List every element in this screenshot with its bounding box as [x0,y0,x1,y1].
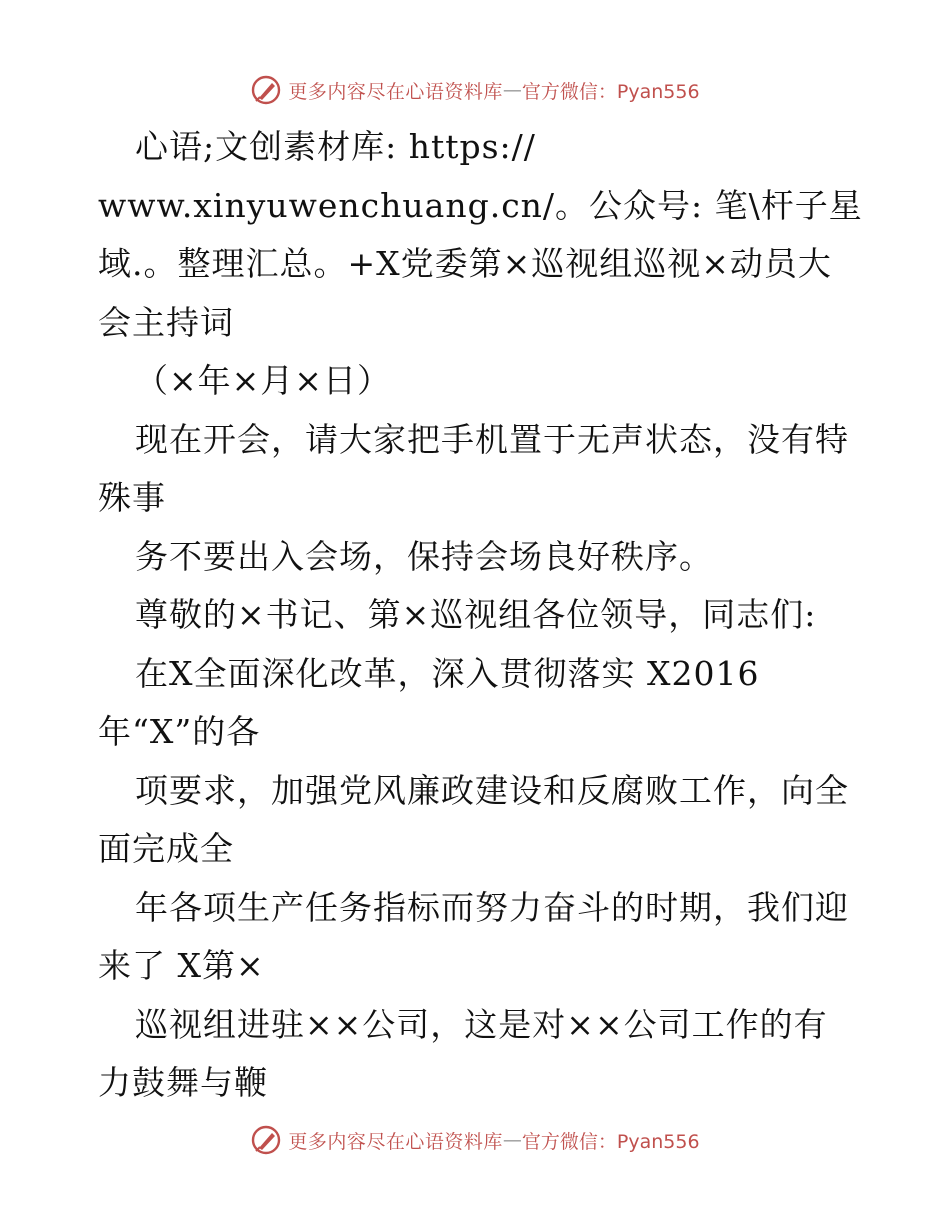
text-line: 域.。整理汇总。+X党委第×巡视组巡视×动员大 [98,244,832,283]
footer-watermark [0,1120,950,1160]
watermark-contact: 官方微信：Pyan556 [521,80,700,103]
watermark-separator: — [502,79,522,101]
quill-pen-logo-icon [250,74,282,106]
text-line: 年“X”的各 [98,712,261,751]
watermark-contact: 官方微信：Pyan556 [521,1130,700,1153]
header-watermark [0,70,950,110]
document-body [98,118,863,1113]
watermark-brand-text: 更多内容尽在心语资料库 [288,80,503,103]
text-line: 力鼓舞与鞭 [98,1063,268,1102]
text-line: 年各项生产任务指标而努力奋斗的时期，我们迎 [135,887,849,927]
quill-pen-logo-icon [250,1124,282,1156]
text-line: 务不要出入会场，保持会场良好秩序。 [135,536,713,576]
text-line: 在X全面深化改革，深入贯彻落实 X2016 [135,653,760,693]
text-line: 巡视组进驻××公司，这是对××公司工作的有 [135,1004,828,1044]
watermark-brand-text: 更多内容尽在心语资料库 [288,1130,503,1153]
text-line-salutation: 尊敬的×书记、第×巡视组各位领导，同志们: [135,595,817,634]
text-line: 现在开会，请大家把手机置于无声状态，没有特 [135,419,849,459]
text-line: 会主持词 [98,302,234,342]
text-line-date: （×年×月×日） [135,361,391,400]
text-line: 面完成全 [98,829,234,868]
watermark-separator: — [502,1129,522,1151]
text-line: www.xinyuwenchuang.cn/。公众号: 笔\杆子星 [98,185,863,225]
text-line: 项要求，加强党风廉政建设和反腐败工作，向全 [135,770,849,810]
text-line: 心语;文创素材库: https:// [135,127,536,166]
text-line: 殊事 [98,478,166,517]
text-line: 来了 X第× [98,946,265,985]
